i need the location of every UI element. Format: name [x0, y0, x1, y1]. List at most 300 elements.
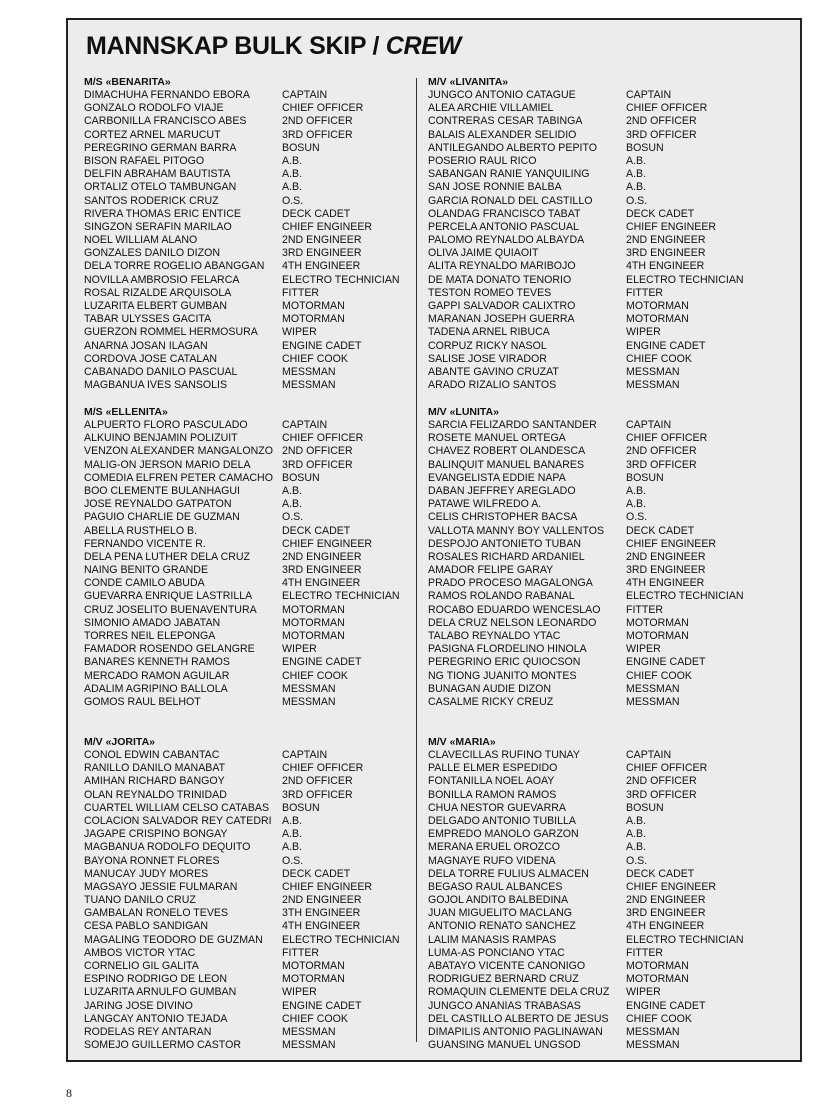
crew-name: ALITA REYNALDO MARIBOJO — [428, 260, 576, 273]
crew-rank: CHIEF OFFICER — [626, 102, 708, 115]
crew-name: SAN JOSE RONNIE BALBA — [428, 181, 562, 194]
crew-row — [428, 195, 758, 208]
crew-rank: CHIEF COOK — [626, 1012, 692, 1025]
ship-name: M/V «JORITA» — [84, 736, 155, 748]
crew-row — [428, 630, 758, 643]
crew-name: COLACION SALVADOR REY CATEDRI — [84, 814, 272, 827]
crew-row — [428, 247, 758, 260]
crew-rank: DECK CADET — [626, 207, 695, 220]
crew-row — [84, 300, 414, 313]
crew-row — [428, 340, 758, 353]
crew-name: ABELLA RUSTHELO B. — [84, 524, 198, 537]
crew-row — [428, 604, 758, 617]
crew-row — [428, 1013, 758, 1026]
crew-rank: MESSMAN — [626, 365, 680, 378]
crew-name: BEGASO RAUL ALBANCES — [428, 880, 563, 893]
crew-name: SARCIA FELIZARDO SANTANDER — [428, 419, 597, 431]
crew-row — [84, 353, 414, 366]
crew-name: PALLE ELMER ESPEDIDO — [428, 762, 558, 775]
crew-name: BANARES KENNETH RAMOS — [84, 656, 230, 669]
crew-row — [428, 855, 758, 868]
crew-row — [84, 947, 414, 960]
crew-row — [428, 234, 758, 247]
crew-rank: BOSUN — [282, 801, 320, 814]
crew-name: LUZARITA ELBERT GUMBAN — [84, 300, 228, 312]
crew-row — [84, 260, 414, 273]
crew-rank: O.S. — [282, 511, 304, 524]
crew-rank: CHIEF OFFICER — [626, 432, 708, 445]
crew-row — [428, 300, 758, 313]
crew-rank: 4TH ENGINEER — [626, 920, 705, 933]
crew-row — [84, 274, 414, 287]
crew-rank: DECK CADET — [626, 524, 695, 537]
crew-name: TORRES NEIL ELEPONGA — [84, 630, 216, 642]
crew-row — [84, 696, 414, 709]
crew-name: CONOL EDWIN CABANTAC — [84, 749, 220, 761]
crew-rank: 4TH ENGINEER — [626, 260, 705, 273]
crew-rank: BOSUN — [282, 471, 320, 484]
crew-rank: CHIEF ENGINEER — [282, 880, 373, 893]
crew-rank: 3RD OFFICER — [626, 128, 697, 141]
crew-rank: A.B. — [626, 498, 647, 511]
crew-name: BUNAGAN AUDIE DIZON — [428, 682, 552, 695]
crew-row — [428, 102, 758, 115]
crew-row — [428, 749, 758, 762]
crew-name: OLANDAG FRANCISCO TABAT — [428, 207, 581, 220]
crew-row — [428, 326, 758, 339]
crew-name: PATAWE WILFREDO A. — [428, 498, 542, 511]
crew-rank: FITTER — [626, 946, 664, 959]
crew-name: BALAIS ALEXANDER SELIDIO — [428, 128, 577, 141]
crew-rank: WIPER — [626, 986, 661, 999]
crew-rank: 3TH ENGINEER — [282, 907, 361, 920]
crew-name: PEREGRINO GERMAN BARRA — [84, 141, 237, 154]
crew-row — [84, 604, 414, 617]
crew-name: DEL CASTILLO ALBERTO DE JESUS — [428, 1012, 609, 1025]
crew-row — [428, 129, 758, 142]
crew-rank: WIPER — [282, 643, 317, 656]
crew-row — [428, 868, 758, 881]
crew-rank: 2ND ENGINEER — [282, 234, 362, 247]
crew-rank: ELECTRO TECHNICIAN — [282, 590, 400, 603]
crew-rank: MOTORMAN — [282, 973, 345, 986]
crew-rank: A.B. — [626, 181, 647, 194]
crew-rank: MOTORMAN — [282, 616, 345, 629]
crew-rank: ENGINE CADET — [626, 339, 706, 352]
crew-name: GUERZON ROMMEL HERMOSURA — [84, 326, 258, 339]
crew-row — [428, 841, 758, 854]
crew-rank: BOSUN — [626, 141, 664, 154]
crew-name: GUEVARRA ENRIQUE LASTRILLA — [84, 590, 253, 603]
crew-name: CONTRERAS CESAR TABINGA — [428, 115, 583, 128]
crew-row — [428, 815, 758, 828]
crew-row — [84, 1013, 414, 1026]
crew-name: ABATAYO VICENTE CANONIGO — [428, 960, 586, 972]
crew-name: FERNANDO VICENTE R. — [84, 537, 206, 550]
crew-name: CONDE CAMILO ABUDA — [84, 577, 205, 590]
crew-rank: O.S. — [626, 194, 648, 207]
crew-name: DELA TORRE ROGELIO ABANGGAN — [84, 260, 265, 273]
crew-name: TABAR ULYSSES GACITA — [84, 313, 212, 326]
crew-name: RIVERA THOMAS ERIC ENTICE — [84, 207, 241, 220]
crew-rank: O.S. — [282, 854, 304, 867]
crew-rank: MOTORMAN — [626, 313, 689, 326]
crew-row — [428, 551, 758, 564]
crew-row — [84, 168, 414, 181]
crew-rank: CHIEF ENGINEER — [626, 220, 717, 233]
crew-row — [84, 485, 414, 498]
crew-rank: A.B. — [282, 181, 303, 194]
crew-row — [84, 828, 414, 841]
crew-rank: CHIEF ENGINEER — [282, 537, 373, 550]
crew-rank: MESSMAN — [282, 695, 336, 708]
crew-rank: MOTORMAN — [282, 960, 345, 972]
ship-name: M/S «ELLENITA» — [84, 406, 168, 418]
crew-name: RAMOS ROLANDO RABANAL — [428, 590, 575, 603]
crew-rank: CHIEF ENGINEER — [626, 880, 717, 893]
ship-name: M/V «LIVANITA» — [428, 76, 509, 88]
crew-name: MANUCAY JUDY MORES — [84, 867, 209, 880]
crew-rank: CAPTAIN — [626, 419, 672, 431]
crew-row — [428, 155, 758, 168]
crew-row — [84, 656, 414, 669]
crew-row — [84, 445, 414, 458]
crew-name: FONTANILLA NOEL AOAY — [428, 775, 555, 788]
crew-name: ANTONIO RENATO SANCHEZ — [428, 920, 576, 933]
crew-name: EMPREDO MANOLO GARZON — [428, 828, 579, 841]
crew-name: DABAN JEFFREY AREGLADO — [428, 484, 576, 497]
crew-row — [84, 1000, 414, 1013]
crew-name: TALABO REYNALDO YTAC — [428, 630, 561, 642]
ship-name: M/S «BENARITA» — [84, 76, 171, 88]
crew-row — [428, 432, 758, 445]
crew-rank: 3RD OFFICER — [626, 458, 697, 471]
crew-rank: BOSUN — [626, 471, 664, 484]
crew-row — [84, 590, 414, 603]
crew-name: ROSALES RICHARD ARDANIEL — [428, 550, 585, 563]
column-divider — [416, 78, 417, 1042]
crew-row — [428, 379, 758, 392]
crew-rank: A.B. — [282, 484, 303, 497]
crew-name: LANGCAY ANTONIO TEJADA — [84, 1012, 228, 1025]
crew-rank: CAPTAIN — [626, 89, 672, 101]
crew-rank: 4TH ENGINEER — [626, 577, 705, 590]
crew-name: PEREGRINO ERIC QUIOCSON — [428, 656, 581, 669]
crew-row — [428, 168, 758, 181]
crew-name: BALINQUIT MANUEL BANARES — [428, 458, 585, 471]
crew-name: BONILLA RAMON RAMOS — [428, 788, 557, 801]
crew-rank: 2ND ENGINEER — [626, 894, 706, 907]
crew-name: CARBONILLA FRANCISCO ABES — [84, 115, 247, 128]
crew-rank: 2ND ENGINEER — [282, 894, 362, 907]
crew-rank: CAPTAIN — [282, 89, 328, 101]
crew-rank: MESSMAN — [626, 1039, 680, 1052]
crew-name: GAPPI SALVADOR CALIXTRO — [428, 300, 576, 312]
crew-row — [428, 115, 758, 128]
crew-rank: 3RD ENGINEER — [282, 564, 362, 577]
crew-rank: 3RD ENGINEER — [282, 247, 362, 260]
crew-row — [428, 181, 758, 194]
crew-name: CORTEZ ARNEL MARUCUT — [84, 128, 221, 141]
crew-row — [428, 683, 758, 696]
crew-name: CASALME RICKY CREUZ — [428, 695, 554, 708]
crew-name: JARING JOSE DIVINO — [84, 999, 193, 1012]
crew-row — [84, 181, 414, 194]
crew-name: RANILLO DANILO MANABAT — [84, 762, 226, 775]
crew-row — [428, 947, 758, 960]
crew-rank: FITTER — [626, 603, 664, 616]
crew-name: DIMAPILIS ANTONIO PAGLINAWAN — [428, 1025, 603, 1038]
crew-rank: WIPER — [282, 986, 317, 999]
crew-rank: 3RD OFFICER — [282, 788, 353, 801]
crew-row — [84, 498, 414, 511]
crew-rank: A.B. — [626, 154, 647, 167]
crew-row — [428, 485, 758, 498]
crew-rank: MESSMAN — [282, 682, 336, 695]
crew-row — [84, 920, 414, 933]
crew-name: SALISE JOSE VIRADOR — [428, 352, 547, 365]
crew-name: JUNGCO ANANIAS TRABASAS — [428, 999, 581, 1012]
crew-name: ROSAL RIZALDE ARQUISOLA — [84, 286, 232, 299]
crew-row — [84, 894, 414, 907]
crew-rank: ELECTRO TECHNICIAN — [626, 933, 744, 946]
crew-rank: 3RD OFFICER — [282, 128, 353, 141]
crew-rank: 2ND OFFICER — [282, 115, 353, 128]
crew-row — [428, 590, 758, 603]
crew-row — [84, 115, 414, 128]
crew-row — [428, 789, 758, 802]
crew-row — [84, 208, 414, 221]
crew-rank: A.B. — [282, 168, 303, 181]
crew-rank: FITTER — [282, 286, 320, 299]
crew-row — [84, 683, 414, 696]
crew-row — [428, 762, 758, 775]
crew-name: NOVILLA AMBROSIO FELARCA — [84, 273, 240, 286]
crew-name: ROSETE MANUEL ORTEGA — [428, 432, 566, 445]
crew-name: JUNGCO ANTONIO CATAGUE — [428, 89, 576, 101]
crew-row — [428, 696, 758, 709]
crew-name: SIMONIO AMADO JABATAN — [84, 616, 221, 629]
crew-row — [84, 868, 414, 881]
crew-rank: ENGINE CADET — [626, 999, 706, 1012]
crew-rank: 2ND OFFICER — [282, 445, 353, 458]
crew-row — [428, 472, 758, 485]
crew-rank: CHIEF COOK — [282, 1012, 348, 1025]
crew-row — [84, 643, 414, 656]
crew-row — [84, 934, 414, 947]
crew-row — [428, 894, 758, 907]
crew-name: PASIGNA FLORDELINO HINOLA — [428, 643, 587, 656]
crew-name: DELGADO ANTONIO TUBILLA — [428, 814, 576, 827]
crew-name: MAGBANUA IVES SANSOLIS — [84, 379, 228, 392]
crew-row — [428, 498, 758, 511]
crew-rank: DECK CADET — [282, 867, 351, 880]
crew-row — [428, 287, 758, 300]
crew-name: LALIM MANASIS RAMPAS — [428, 933, 557, 946]
crew-row — [428, 221, 758, 234]
crew-row — [428, 445, 758, 458]
crew-row — [84, 1026, 414, 1039]
crew-name: ROCABO EDUARDO WENCESLAO — [428, 603, 601, 616]
crew-name: DELA CRUZ NELSON LEONARDO — [428, 616, 597, 629]
crew-name: JAGAPE CRISPINO BONGAY — [84, 828, 228, 841]
crew-rank: O.S. — [282, 194, 304, 207]
crew-name: FAMADOR ROSENDO GELANGRE — [84, 643, 255, 656]
ship-name: M/V «MARIA» — [428, 736, 496, 748]
crew-rank: 2ND OFFICER — [626, 445, 697, 458]
crew-name: BOO CLEMENTE BULANHAGUI — [84, 484, 240, 497]
crew-row — [428, 89, 758, 102]
crew-name: GOMOS RAUL BELHOT — [84, 695, 201, 708]
crew-rank: A.B. — [626, 814, 647, 827]
crew-row — [84, 379, 414, 392]
crew-rank: O.S. — [626, 511, 648, 524]
crew-rank: ELECTRO TECHNICIAN — [626, 273, 744, 286]
crew-name: GAMBALAN RONELO TEVES — [84, 907, 229, 920]
crew-row — [84, 221, 414, 234]
crew-row — [84, 855, 414, 868]
crew-row — [84, 789, 414, 802]
crew-row — [84, 551, 414, 564]
crew-name: CLAVECILLAS RUFINO TUNAY — [428, 749, 580, 761]
crew-rank: A.B. — [282, 814, 303, 827]
crew-rank: 3RD OFFICER — [282, 458, 353, 471]
crew-rank: MESSMAN — [626, 1025, 680, 1038]
crew-name: CRUZ JOSELITO BUENAVENTURA — [84, 603, 257, 616]
crew-rank: 2ND ENGINEER — [282, 550, 362, 563]
crew-row — [84, 841, 414, 854]
crew-name: DE MATA DONATO TENORIO — [428, 273, 572, 286]
crew-rank: A.B. — [626, 168, 647, 181]
crew-name: MALIG-ON JERSON MARIO DELA — [84, 458, 251, 471]
crew-name: POSERIO RAUL RICO — [428, 154, 537, 167]
crew-rank: MOTORMAN — [626, 973, 689, 986]
crew-name: ORTALIZ OTELO TAMBUNGAN — [84, 181, 237, 194]
crew-name: DELA PENA LUTHER DELA CRUZ — [84, 550, 251, 563]
crew-rank: CHIEF ENGINEER — [626, 537, 717, 550]
crew-name: PAGUIO CHARLIE DE GUZMAN — [84, 511, 240, 524]
crew-name: COMEDIA ELFREN PETER CAMACHO — [84, 471, 273, 484]
crew-rank: BOSUN — [282, 141, 320, 154]
crew-row — [428, 907, 758, 920]
crew-rank: CAPTAIN — [626, 749, 672, 761]
crew-name: ADALIM AGRIPINO BALLOLA — [84, 682, 228, 695]
crew-rank: MOTORMAN — [626, 300, 689, 312]
crew-name: MAGBANUA RODOLFO DEQUITO — [84, 841, 251, 854]
crew-row — [84, 472, 414, 485]
crew-row — [84, 419, 414, 432]
crew-name: ANTILEGANDO ALBERTO PEPITO — [428, 141, 597, 154]
crew-name: TADENA ARNEL RIBUCA — [428, 326, 550, 339]
crew-name: PALOMO REYNALDO ALBAYDA — [428, 234, 585, 247]
crew-row — [84, 986, 414, 999]
crew-name: DESPOJO ANTONIETO TUBAN — [428, 537, 582, 550]
crew-rank: FITTER — [626, 286, 664, 299]
crew-row — [84, 326, 414, 339]
crew-name: GUANSING MANUEL UNGSOD — [428, 1039, 581, 1052]
crew-row — [428, 986, 758, 999]
crew-row — [428, 960, 758, 973]
crew-row — [84, 313, 414, 326]
crew-rank: DECK CADET — [282, 524, 351, 537]
crew-row — [428, 656, 758, 669]
crew-name: BISON RAFAEL PITOGO — [84, 154, 205, 167]
crew-name: BAYONA RONNET FLORES — [84, 854, 220, 867]
crew-rank: WIPER — [282, 326, 317, 339]
crew-name: MERCADO RAMON AGUILAR — [84, 669, 230, 682]
crew-row — [428, 274, 758, 287]
crew-rank: ENGINE CADET — [626, 656, 706, 669]
crew-row — [428, 511, 758, 524]
crew-row — [84, 960, 414, 973]
crew-row — [428, 577, 758, 590]
crew-rank: CHIEF OFFICER — [282, 102, 364, 115]
crew-rank: 4TH ENGINEER — [282, 577, 361, 590]
crew-name: JOSE REYNALDO GATPATON — [84, 498, 232, 511]
crew-name: CORPUZ RICKY NASOL — [428, 339, 547, 352]
crew-row — [84, 234, 414, 247]
crew-name: NG TIONG JUANITO MONTES — [428, 669, 577, 682]
crew-row — [428, 828, 758, 841]
crew-row — [428, 538, 758, 551]
crew-row — [428, 775, 758, 788]
crew-name: AMBOS VICTOR YTAC — [84, 946, 196, 959]
crew-row — [84, 749, 414, 762]
crew-row — [428, 366, 758, 379]
crew-row — [428, 525, 758, 538]
crew-name: RODRIGUEZ BERNARD CRUZ — [428, 973, 579, 986]
crew-row — [84, 340, 414, 353]
crew-name: ABANTE GAVINO CRUZAT — [428, 365, 559, 378]
ship-section — [84, 76, 414, 406]
crew-name: SABANGAN RANIE YANQUILING — [428, 168, 590, 181]
crew-name: MERANA ERUEL OROZCO — [428, 841, 561, 854]
crew-rank: MOTORMAN — [282, 603, 345, 616]
crew-rank: ELECTRO TECHNICIAN — [282, 273, 400, 286]
crew-rank: 2ND ENGINEER — [626, 234, 706, 247]
crew-row — [84, 881, 414, 894]
crew-row — [84, 762, 414, 775]
crew-rank: MESSMAN — [626, 379, 680, 392]
crew-name: VENZON ALEXANDER MANGALONZO — [84, 445, 273, 458]
crew-name: SANTOS RODERICK CRUZ — [84, 194, 219, 207]
crew-name: GOJOL ANDITO BALBEDINA — [428, 894, 569, 907]
crew-rank: CHIEF COOK — [626, 669, 692, 682]
crew-row — [84, 366, 414, 379]
crew-name: PRADO PROCESO MAGALONGA — [428, 577, 593, 590]
crew-row — [428, 973, 758, 986]
crew-rank: BOSUN — [626, 801, 664, 814]
crew-row — [428, 1039, 758, 1052]
crew-row — [84, 617, 414, 630]
crew-name: CHAVEZ ROBERT OLANDESCA — [428, 445, 586, 458]
crew-name: ALEA ARCHIE VILLAMIEL — [428, 102, 554, 115]
crew-row — [428, 802, 758, 815]
crew-name: MAGSAYO JESSIE FULMARAN — [84, 880, 238, 893]
crew-row — [84, 287, 414, 300]
crew-row — [428, 260, 758, 273]
crew-rank: A.B. — [282, 498, 303, 511]
crew-row — [428, 353, 758, 366]
ship-name: M/V «LUNITA» — [428, 406, 499, 418]
crew-rank: ENGINE CADET — [282, 339, 362, 352]
crew-row — [84, 802, 414, 815]
crew-row — [428, 1000, 758, 1013]
crew-name: JUAN MIGUELITO MACLANG — [428, 907, 573, 920]
crew-name: CHUA NESTOR GUEVARRA — [428, 801, 566, 814]
crew-row — [84, 155, 414, 168]
crew-name: TESTON ROMEO TEVES — [428, 286, 552, 299]
